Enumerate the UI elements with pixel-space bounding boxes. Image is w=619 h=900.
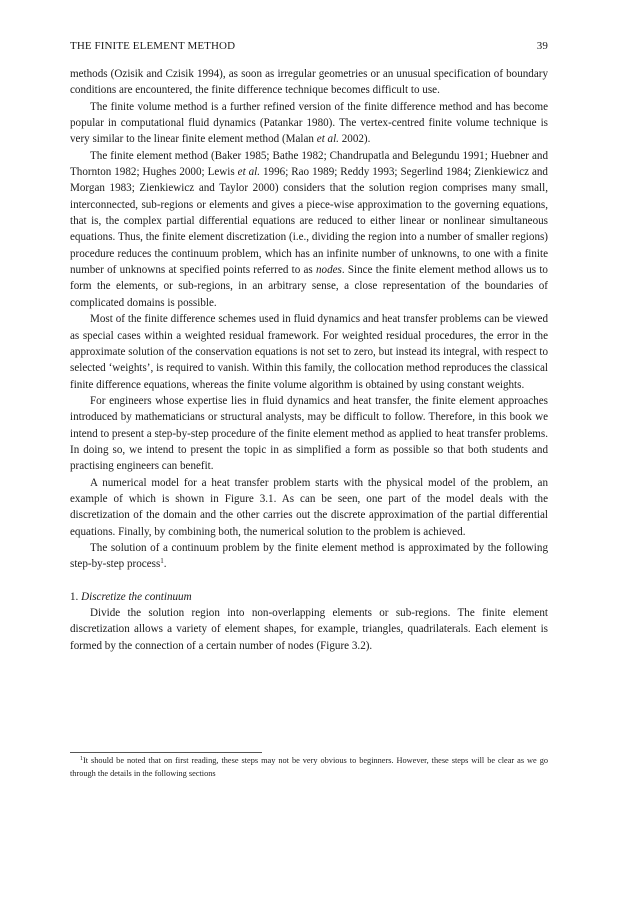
footnote-reference[interactable]: 1 <box>160 557 164 566</box>
paragraph-1: methods (Ozisik and Czisik 1994), as soon as irregular geometries or an unusual specification of boundary conditions are encountered, the finite difference technique becomes difficult to use. <box>70 68 548 97</box>
footnote <box>70 755 548 780</box>
paragraph-3: The finite element method (Baker 1985; Bathe 1982; Chandrupatla and Belegundu 1991; Huebner and Thornton 1982; Hughes 2000; Lewis et al. 1996; Rao 1989; Reddy 1993; Segerlind 1984; Zienkiewicz and Morgan 1983; Zienkiewicz and Taylor 2000) considers that the solution region comprises many small, interconnected, sub-regions or elements and gives a piece-wise approximation to the governing equations, that is, the complex partial differential equations are reduced to either linear or nonlinear simultaneous equations. Thus, the finite element discretization (i.e., dividing the region into a number of smaller regions) procedure reduces the continuum problem, which has an infinite number of unknowns, to one with a finite number of unknowns at specified points referred to as nodes. Since the finite element method allows us to form the elements, or sub-regions, in an arbitrary sense, a close representation of the boundaries of complicated domains is possible. <box>70 149 548 309</box>
page-number: 39 <box>536 40 548 52</box>
chapter-title: THE FINITE ELEMENT METHOD <box>70 40 236 52</box>
step-1-title: Discretize the continuum <box>81 590 192 603</box>
step-1-heading <box>70 589 548 605</box>
footnote-text: It should be noted that on first reading, these steps may not be very obvious to beginners. However, these steps will be clear as we go through the details in the following sections <box>70 756 548 778</box>
paragraph-7: The solution of a continuum problem by the finite element method is approximated by the following step-by-step process$^1$. <box>70 541 548 571</box>
footnote-divider <box>70 752 262 753</box>
italic-et-al: et al. <box>237 166 261 179</box>
body-text <box>70 66 548 654</box>
paragraph-2: The finite volume method is a further refined version of the finite difference method and has become popular in computational fluid dynamics (Patankar 1980). The vertex-centred finite volume technique is very similar to the linear finite element method (Malan et al. 2002). <box>70 100 548 146</box>
italic-et-al: et al. <box>316 133 339 146</box>
paragraph-4: Most of the finite difference schemes used in fluid dynamics and heat transfer problems can be viewed as special cases within a weighted residual framework. For weighted residual procedures, the error in the approximate solution of the conservation equations is not set to zero, but instead its integral, with respect to selected ‘weights’, is required to vanish. Within this family, the collocation method reproduces the classical finite difference equations, whereas the finite volume algorithm is obtained by using constant weights. <box>70 313 548 391</box>
footnote-mark: 1 <box>80 756 83 762</box>
running-head <box>70 40 548 52</box>
italic-nodes: nodes <box>315 264 342 277</box>
paragraph-6: A numerical model for a heat transfer problem starts with the physical model of the problem, an example of which is shown in Figure 3.1. As can be seen, one part of the model deals with the discretization of the domain and the other carries out the discrete approximation of the partial differential equations. Finally, by combining both, the numerical solution to the problem is achieved. <box>70 476 548 538</box>
step-1-number: 1. <box>70 590 79 603</box>
paragraph-5: For engineers whose expertise lies in fluid dynamics and heat transfer, the finite element approaches introduced by mathematicians or structural analysts, may be difficult to follow. Therefore, in this book we intend to present a step-by-step procedure of the finite element method as applied to heat transfer problems. In doing so, we intend to present the topic in as simplified a form as possible so that both students and practising engineers can benefit. <box>70 394 548 473</box>
paragraph-8: Divide the solution region into non-overlapping elements or sub-regions. The finite element discretization allows a variety of element shapes, for example, triangles, quadrilaterals. Each element is formed by the connection of a certain number of nodes (Figure 3.2). <box>70 607 548 652</box>
